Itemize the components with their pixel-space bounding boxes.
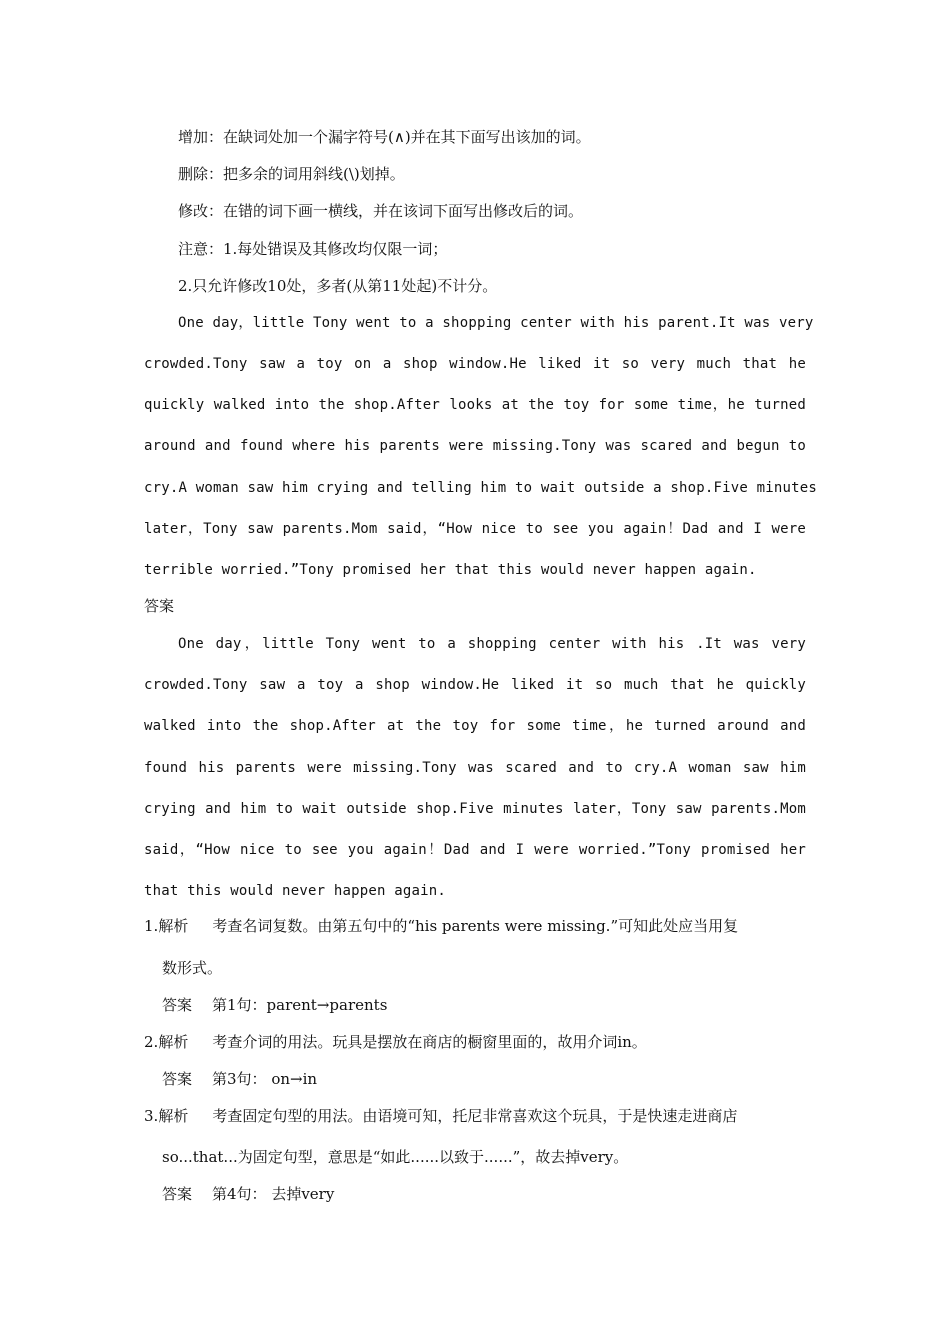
explanation-answer-3 — [162, 1184, 334, 1204]
answer-text: 第3句： on→in — [212, 1070, 318, 1088]
answer-label: 答案 — [162, 1185, 193, 1203]
passage-line: One day，little Tony went to a shopping center with his parent.It was very — [178, 315, 814, 331]
instruction-note-1: 注意：1.每处错误及其修改均仅限一词； — [178, 240, 448, 258]
explanation-3 — [144, 1106, 737, 1126]
answer-line: walked into the shop.After at the toy for some time，he turned around and — [144, 718, 806, 734]
passage-line: terrible worried.”Tony promised her that this would never happen again. — [144, 562, 757, 578]
answer-label: 答案 — [162, 996, 193, 1014]
explanation-label: 解析 — [158, 1033, 189, 1051]
explanation-number: 2. — [144, 1033, 159, 1051]
answer-line: crowded.Tony saw a toy a shop window.He liked it so much that he quickly — [144, 677, 806, 693]
answer-label: 答案 — [162, 1070, 193, 1088]
instruction-note-2: 2.只允许修改10处，多者(从第11处起)不计分。 — [178, 277, 498, 295]
answer-line: One day，little Tony went to a shopping center with his .It was very — [178, 636, 806, 652]
instruction-modify: 修改：在错的词下画一横线，并在该词下面写出修改后的词。 — [178, 202, 584, 220]
instruction-delete: 删除：把多余的词用斜线(\)划掉。 — [178, 165, 405, 183]
explanation-answer-1 — [162, 995, 387, 1015]
instruction-add: 增加：在缺词处加一个漏字符号(∧)并在其下面写出该加的词。 — [178, 128, 591, 146]
answer-line: that this would never happen again. — [144, 883, 447, 899]
explanation-number: 1. — [144, 917, 159, 935]
answer-line: found his parents were missing.Tony was scared and to cry.A woman saw him — [144, 760, 806, 776]
explanation-text: 考查名词复数。由第五句中的“his parents were missing.”可知此处应当用复 — [212, 917, 739, 935]
answer-heading: 答案 — [144, 597, 175, 615]
passage-line: around and found where his parents were missing.Tony was scared and begun to — [144, 438, 806, 454]
passage-line: cry.A woman saw him crying and telling him to wait outside a shop.Five minutes — [144, 480, 818, 496]
answer-line: said，“How nice to see you again！Dad and I were worried.”Tony promised her — [144, 842, 806, 858]
explanation-label: 解析 — [158, 1107, 189, 1125]
explanation-text: 考查固定句型的用法。由语境可知，托尼非常喜欢这个玩具，于是快速走进商店 — [212, 1107, 738, 1125]
explanation-text-continued: 数形式。 — [162, 959, 223, 977]
passage-line: later，Tony saw parents.Mom said，“How nice to see you again！Dad and I were — [144, 521, 806, 537]
explanation-label: 解析 — [158, 917, 189, 935]
explanation-1 — [144, 916, 738, 936]
explanation-text: 考查介词的用法。玩具是摆放在商店的橱窗里面的，故用介词in。 — [212, 1033, 647, 1051]
explanation-text-continued: so...that...为固定句型，意思是“如此......以致于......”，故去掉very。 — [162, 1148, 629, 1166]
passage-line: quickly walked into the shop.After looks at the toy for some time，he turned — [144, 397, 806, 413]
answer-text: 第4句： 去掉very — [212, 1185, 335, 1203]
explanation-2 — [144, 1032, 647, 1052]
explanation-number: 3. — [144, 1107, 159, 1125]
explanation-answer-2 — [162, 1069, 317, 1089]
passage-line: crowded.Tony saw a toy on a shop window.He liked it so very much that he — [144, 356, 806, 372]
answer-line: crying and him to wait outside shop.Five minutes later，Tony saw parents.Mom — [144, 801, 806, 817]
answer-text: 第1句：parent→parents — [212, 996, 388, 1014]
